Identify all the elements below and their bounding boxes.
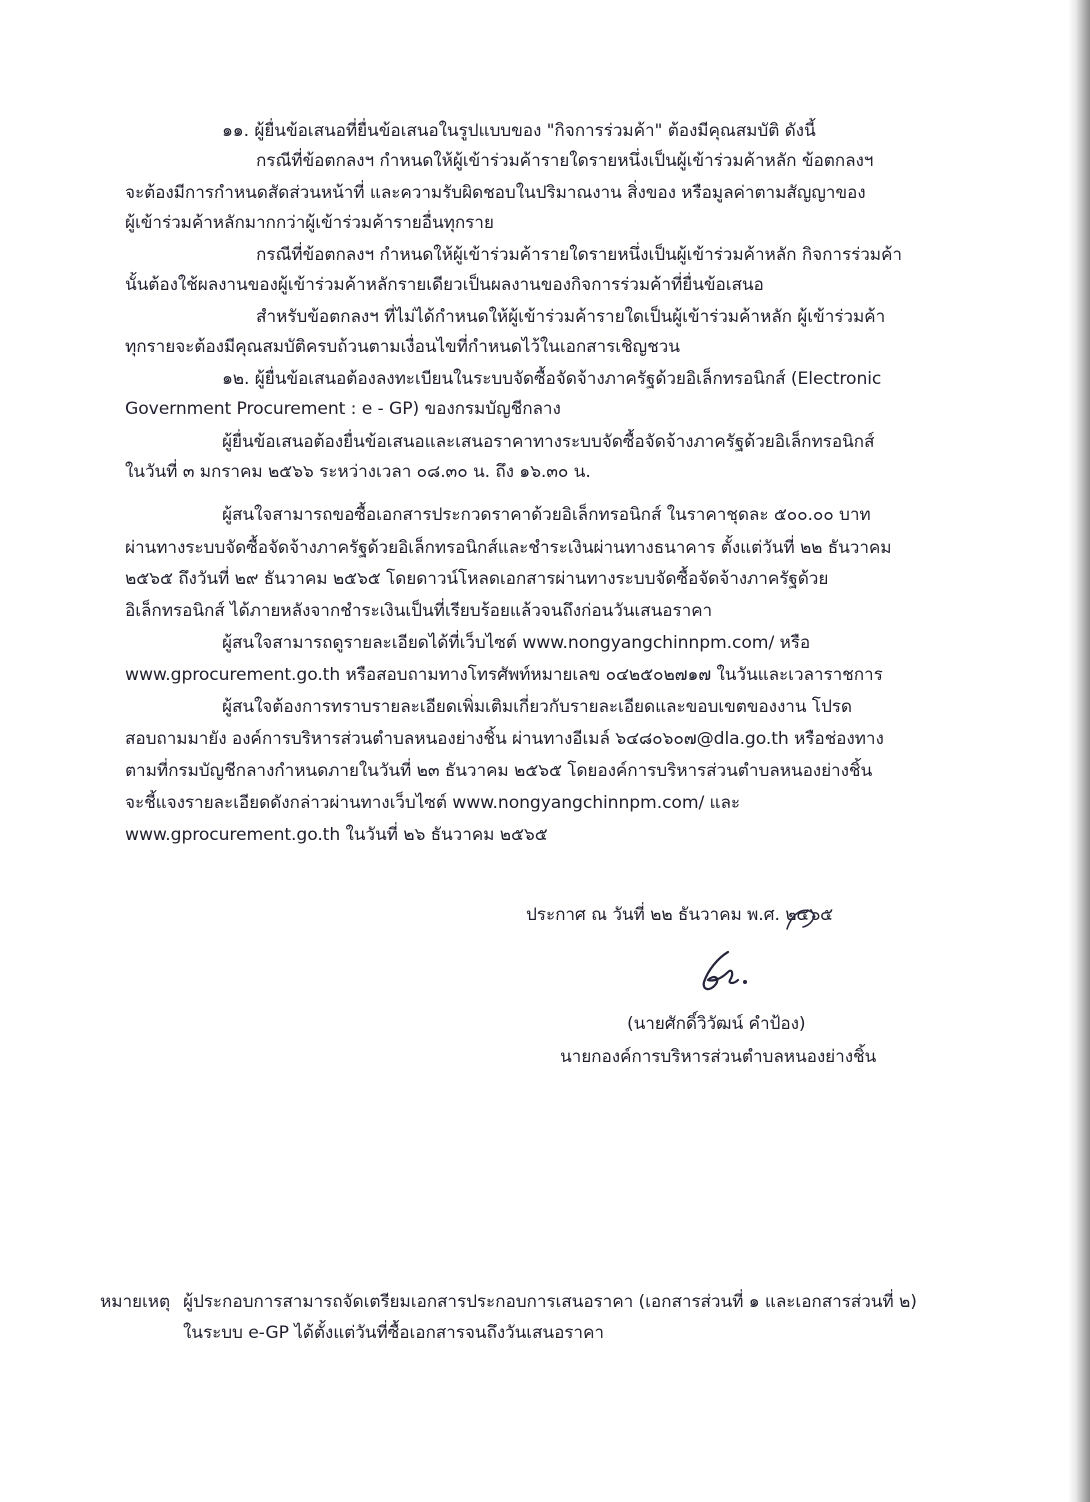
clause-11-line: กรณีที่ข้อตกลงฯ กำหนดให้ผู้เข้าร่วมค้ารายใดรายหนึ่งเป็นผู้เข้าร่วมค้าหลัก กิจการร่วมค้า (256, 245, 902, 265)
inquiry-paragraph-line: จะชี้แจงรายละเอียดดังกล่าวผ่านทางเว็บไซต์ www.nongyangchinnpm.com/ และ (125, 793, 741, 813)
purchase-paragraph-line: ผ่านทางระบบจัดซื้อจัดจ้างภาครัฐด้วยอิเล็กทรอนิกส์และชำระเงินผ่านทางธนาคาร ตั้งแต่วันที่ ๒๒ ธันวาคม (125, 538, 892, 558)
website-paragraph: ผู้สนใจสามารถดูรายละเอียดได้ที่เว็บไซต์ www.nongyangchinnpm.com/ หรือ (222, 633, 811, 653)
purchase-paragraph-line: อิเล็กทรอนิกส์ ได้ภายหลังจากชำระเงินเป็นที่เรียบร้อยแล้วจนถึงก่อนวันเสนอราคา (125, 601, 713, 621)
clause-11-line: ผู้เข้าร่วมค้าหลักมากกว่าผู้เข้าร่วมค้ารายอื่นทุกราย (125, 213, 494, 233)
announcement-date: ประกาศ ณ วันที่ ๒๒ ธันวาคม พ.ศ. ๒๕๖๕ (526, 905, 834, 925)
clause-12-line: Government Procurement : e - GP) ของกรมบัญชีกลาง (125, 399, 561, 419)
scan-page-edge (1068, 0, 1090, 1502)
clause-11-line: จะต้องมีการกำหนดสัดส่วนหน้าที่ และความรับผิดชอบในปริมาณงาน สิ่งของ หรือมูลค่าตามสัญญาของ (125, 183, 866, 203)
submission-paragraph-line: ในวันที่ ๓ มกราคม ๒๕๖๖ ระหว่างเวลา ๐๘.๓๐ น. ถึง ๑๖.๓๐ น. (125, 462, 591, 482)
clause-11-line: สำหรับข้อตกลงฯ ที่ไม่ได้กำหนดให้ผู้เข้าร่วมค้ารายใดเป็นผู้เข้าร่วมค้าหลัก ผู้เข้าร่วมค้า (256, 307, 886, 327)
signature-overstroke (783, 905, 819, 935)
inquiry-paragraph: ผู้สนใจต้องการทราบรายละเอียดเพิ่มเติมเกี่ยวกับรายละเอียดและขอบเขตของงาน โปรด (222, 697, 852, 717)
remark-line: ผู้ประกอบการสามารถจัดเตรียมเอกสารประกอบการเสนอราคา (เอกสารส่วนที่ ๑ และเอกสารส่วนที่ ๒) (183, 1292, 917, 1312)
handwritten-signature (684, 948, 754, 998)
inquiry-paragraph-line: สอบถามมายัง องค์การบริหารส่วนตำบลหนองย่างชิ้น ผ่านทางอีเมล์ ๖๔๘๐๖๐๗@dla.go.th หรือช่องทาง (125, 729, 884, 749)
remark-line: ในระบบ e-GP ได้ตั้งแต่วันที่ซื้อเอกสารจนถึงวันเสนอราคา (183, 1323, 604, 1343)
remark-label: หมายเหตุ (100, 1292, 171, 1312)
signatory-name: (นายศักดิ์วิวัฒน์ คำป้อง) (627, 1014, 806, 1034)
purchase-paragraph-line: ๒๕๖๕ ถึงวันที่ ๒๙ ธันวาคม ๒๕๖๕ โดยดาวน์โหลดเอกสารผ่านทางระบบจัดซื้อจัดจ้างภาครัฐด้วย (125, 569, 829, 589)
inquiry-paragraph-line: ตามที่กรมบัญชีกลางกำหนดภายในวันที่ ๒๓ ธันวาคม ๒๕๖๕ โดยองค์การบริหารส่วนตำบลหนองย่างชิ้น (125, 761, 873, 781)
clause-11-line: ทุกรายจะต้องมีคุณสมบัติครบถ้วนตามเงื่อนไขที่กำหนดไว้ในเอกสารเชิญชวน (125, 337, 680, 357)
clause-11-line: กรณีที่ข้อตกลงฯ กำหนดให้ผู้เข้าร่วมค้ารายใดรายหนึ่งเป็นผู้เข้าร่วมค้าหลัก ข้อตกลงฯ (256, 151, 874, 171)
signatory-position: นายกองค์การบริหารส่วนตำบลหนองย่างชิ้น (560, 1047, 877, 1067)
purchase-paragraph: ผู้สนใจสามารถขอซื้อเอกสารประกวดราคาด้วยอิเล็กทรอนิกส์ ในราคาชุดละ ๕๐๐.๐๐ บาท (222, 505, 871, 525)
inquiry-paragraph-line: www.gprocurement.go.th ในวันที่ ๒๖ ธันวาคม ๒๕๖๕ (125, 825, 548, 845)
submission-paragraph: ผู้ยื่นข้อเสนอต้องยื่นข้อเสนอและเสนอราคาทางระบบจัดซื้อจัดจ้างภาครัฐด้วยอิเล็กทรอนิกส์ (222, 432, 875, 452)
clause-11-line: นั้นต้องใช้ผลงานของผู้เข้าร่วมค้าหลักรายเดียวเป็นผลงานของกิจการร่วมค้าที่ยื่นข้อเสนอ (125, 275, 764, 295)
clause-11-heading: ๑๑. ผู้ยื่นข้อเสนอที่ยื่นข้อเสนอในรูปแบบของ "กิจการร่วมค้า" ต้องมีคุณสมบัติ ดังนี้ (222, 121, 816, 141)
website-paragraph-line: www.gprocurement.go.th หรือสอบถามทางโทรศัพท์หมายเลข ๐๔๒๕๐๒๗๑๗ ในวันและเวลาราชการ (125, 665, 883, 685)
clause-12-heading: ๑๒. ผู้ยื่นข้อเสนอต้องลงทะเบียนในระบบจัดซื้อจัดจ้างภาครัฐด้วยอิเล็กทรอนิกส์ (Electronic (222, 369, 882, 389)
